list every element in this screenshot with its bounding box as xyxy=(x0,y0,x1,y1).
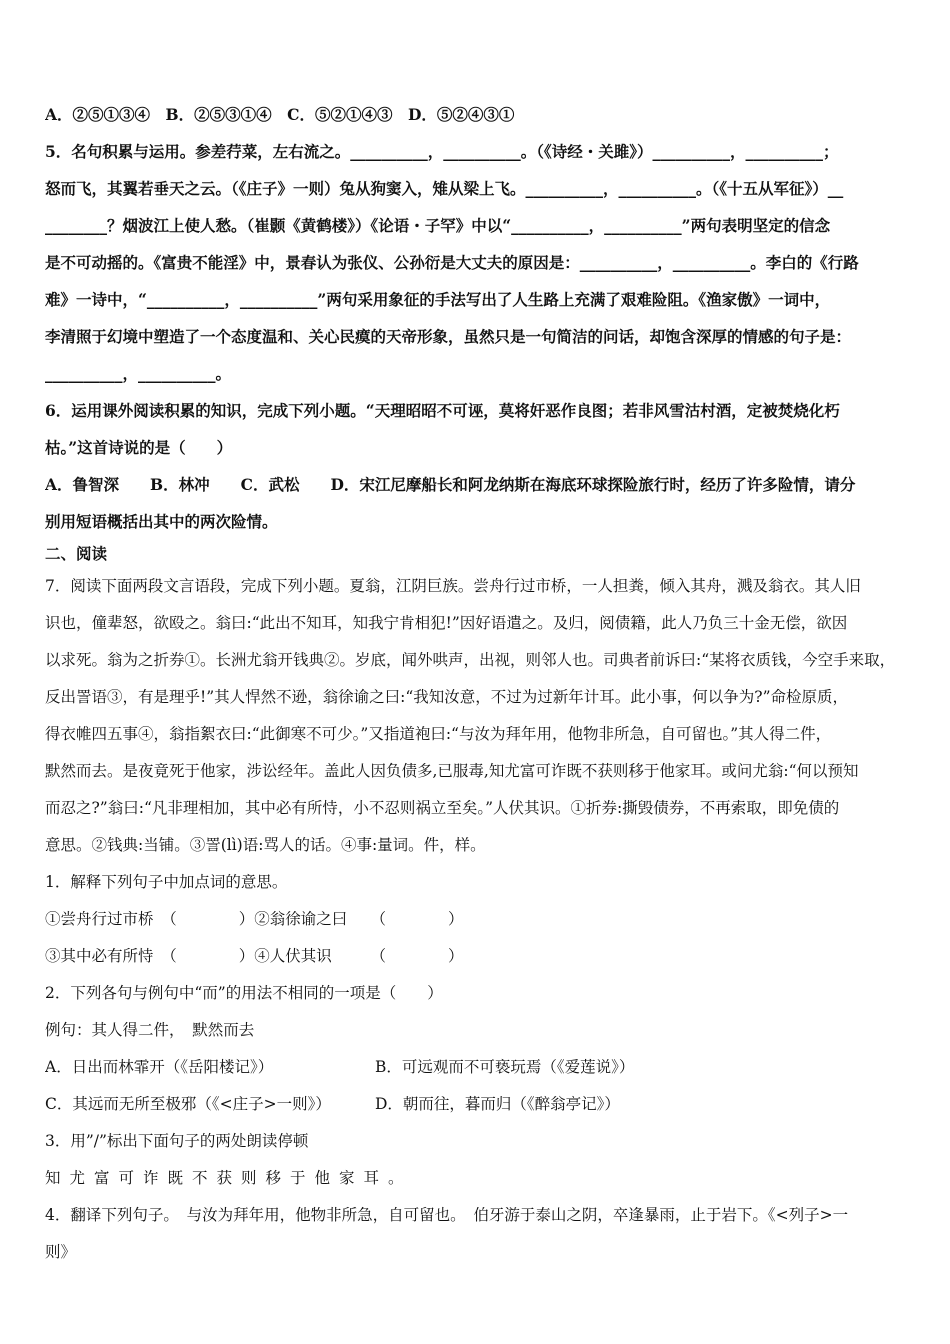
sub3-sentence: 知尤富可诈既不获则移于他家耳。 xyxy=(45,1169,413,1187)
q7-passage-line: 默然而去。是夜竟死于他家，涉讼经年。盖此人因负债多,已服毒,知尤富可诈既不获则移于他家耳。或问尤翁:“何以预知 xyxy=(45,762,859,780)
q4-options: A．②⑤①③④ B．②⑤③①④ C．⑤②①④③ D．⑤②④③① xyxy=(45,105,515,124)
q7-passage-line: 而忍之?”翁曰:“凡非理相加，其中必有所恃，小不忍则祸立至矣。”人伏其识。①折券:撕毁债券，不再索取，即免债的 xyxy=(45,799,840,817)
sub4-line: 则》 xyxy=(45,1243,77,1261)
option-b: B．可远观而不可亵玩焉（《爱莲说》） xyxy=(375,1058,635,1076)
option-a: A．日出而林霏开（《岳阳楼记》） xyxy=(45,1058,274,1076)
sub1-row: ①尝舟行过市桥 （ ）②翁徐谕之曰 （ ） xyxy=(45,910,464,928)
q5-line: 5．名句积累与运用。参差荇菜，左右流之。__________，__________。（《诗经・关雎》）__________，__________； xyxy=(45,142,839,161)
sub2-example: 例句：其人得二件， 默然而去 xyxy=(45,1021,255,1039)
question-5 xyxy=(45,133,913,392)
sub4-line: 4．翻译下列句子。 与汝为拜年用，他物非所急，自可留也。 伯牙游于泰山之阴，卒逢暴雨，止于岩下。《<列子>一 xyxy=(45,1206,849,1224)
q7-passage-line: 7．阅读下面两段文言语段，完成下列小题。夏翁，江阴巨族。尝舟行过市桥，一人担粪，倾入其舟，溅及翁衣。其人旧 xyxy=(45,577,861,595)
q7-passage-line: 识也，僮辈怒，欲殴之。翁曰:“此出不知耳，知我宁肯相犯!”因好语遣之。及归，阅债籍，此人乃负三十金无偿，欲因 xyxy=(45,614,848,632)
sub2-options-row xyxy=(45,1049,913,1086)
q7-passage-line: 反出詈语③，有是理乎!”其人悍然不逊，翁徐谕之曰:“我知汝意，不过为过新年计耳。此小事，何以争为?”命检原质， xyxy=(45,688,849,706)
question-7 xyxy=(45,568,913,1271)
q5-line: ________？烟波江上使人愁。（崔颢《黄鹤楼》）《论语・子罕》中以“__________，__________”两句表明坚定的信念 xyxy=(45,216,831,235)
q6-line: 6．运用课外阅读积累的知识，完成下列小题。“天理昭昭不可诬，莫将奸恶作良图；若非风雪沽村酒，定被焚烧化朽 xyxy=(45,401,840,420)
sub2-options-row xyxy=(45,1086,913,1123)
q6-line: A．鲁智深 B．林冲 C．武松 D．宋江尼摩船长和阿龙纳斯在海底环球探险旅行时，经历了许多险情，请分 xyxy=(45,475,856,494)
section-heading: 二、阅读 xyxy=(45,544,108,563)
sub1-title: 1．解释下列句子中加点词的意思。 xyxy=(45,873,288,891)
question-6 xyxy=(45,392,913,540)
q7-passage-line: 意思。②钱典:当铺。③詈(lì)语:骂人的话。④事:量词。件，样。 xyxy=(45,836,486,854)
sub2-title: 2．下列各句与例句中“而”的用法不相同的一项是（ ） xyxy=(45,984,443,1002)
q7-passage-line: 以求死。翁为之折券①。长洲尤翁开钱典②。岁底，闻外哄声，出视，则邻人也。司典者前诉曰:“某将衣质钱，今空手来取， xyxy=(45,651,896,669)
q5-line: 李清照于幻境中塑造了一个态度温和、关心民瘼的天帝形象，虽然只是一句简洁的问话，却饱含深厚的情感的句子是： xyxy=(45,327,852,346)
q5-line: 怒而飞，其翼若垂天之云。（《庄子》一则）兔从狗窦入，雉从梁上飞。__________，__________。（《十五从军征》）__ xyxy=(45,179,844,198)
q7-passage-line: 得衣帷四五事④，翁指絮衣曰:“此御寒不可少。”又指道袍曰:“与汝为拜年用，他物非所急，自可留也。”其人得二件， xyxy=(45,725,832,743)
sub3-title: 3．用”/”标出下面句子的两处朗读停顿 xyxy=(45,1132,309,1150)
q5-line: 是不可动摇的。《富贵不能淫》中，景春认为张仪、公孙衍是大丈夫的原因是：__________，__________。李白的《行路 xyxy=(45,253,859,272)
q5-line: 难》一诗中，“__________，__________”两句采用象征的手法写出了人生路上充满了艰难险阻。《渔家傲》一词中， xyxy=(45,290,831,309)
sub1-row: ③其中必有所恃 （ ）④人伏其识 （ ） xyxy=(45,947,464,965)
q6-line: 别用短语概括出其中的两次险情。 xyxy=(45,512,278,531)
q5-line: __________，__________。 xyxy=(45,364,232,383)
q6-line: 枯。”这首诗说的是（ ） xyxy=(45,438,233,457)
document-page xyxy=(45,96,913,1271)
option-d: D．朝而往，暮而归（《醉翁亭记》） xyxy=(375,1095,620,1113)
option-c: C．其远而无所至极邪（《<庄子>一则》） xyxy=(45,1095,331,1113)
